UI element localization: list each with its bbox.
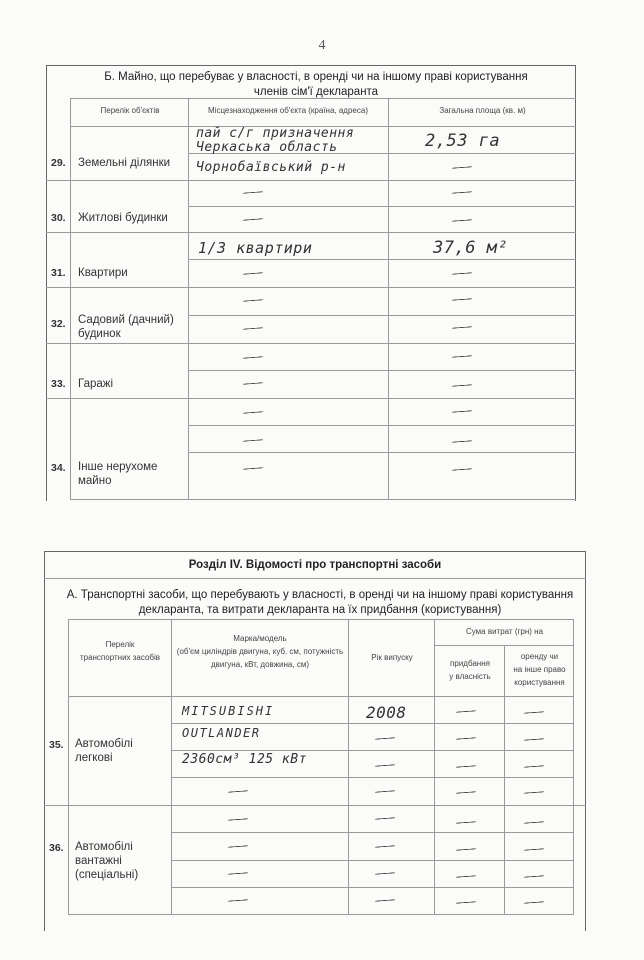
- section-iv-subtitle: А. Транспортні засоби, що перебувають у власності, в оренді чи на іншому праві користування: [66, 589, 574, 601]
- section-iv-subtitle-line2: декларанта, та витрати декларанта на їх придбання (користування): [138, 604, 502, 616]
- dash: [452, 468, 472, 470]
- dash: [243, 439, 263, 441]
- dash: [524, 875, 544, 877]
- col-area-header: Загальна площа (кв. м): [439, 106, 526, 115]
- dash: [524, 848, 544, 850]
- row-35-year: 2008: [366, 703, 407, 722]
- col-objects-header: Перелік об'єктів: [100, 106, 160, 115]
- row-32-number: 32.: [51, 318, 66, 330]
- dash: [243, 218, 263, 220]
- dash: [243, 382, 263, 384]
- dash: [243, 356, 263, 358]
- row-30-label: Житлові будинки: [78, 212, 168, 224]
- col-list-header: Перелік: [105, 640, 135, 649]
- row-29-area: 2,53 га: [425, 131, 501, 151]
- row-34-label-line2: майно: [78, 475, 112, 487]
- dash: [452, 191, 472, 193]
- row-33-number: 33.: [51, 378, 66, 390]
- row-32-label-line2: будинок: [78, 328, 121, 340]
- dash: [228, 845, 248, 847]
- row-35-label: [75, 737, 133, 765]
- dash: [524, 791, 544, 793]
- row-31-area: 37,6 м²: [433, 238, 509, 258]
- row-36-number: 36.: [49, 842, 64, 854]
- dash: [452, 272, 472, 274]
- col-rent-header: оренду чи: [520, 652, 559, 661]
- row-34-label: [78, 460, 157, 488]
- col-buy-header-line2: у власність: [449, 672, 491, 681]
- dash: [375, 764, 395, 766]
- col-location-header: Місцезнаходження об'єкта (країна, адреса): [208, 106, 368, 115]
- dash: [375, 790, 395, 792]
- dash: [228, 818, 248, 820]
- col-buy-header: придбання: [450, 659, 490, 668]
- row-29-label: Земельні ділянки: [78, 157, 171, 169]
- dash: [524, 901, 544, 903]
- dash: [456, 791, 476, 793]
- dash: [456, 710, 476, 712]
- dash: [228, 899, 248, 901]
- dash: [243, 411, 263, 413]
- col-list-header-line2: транспортних засобів: [79, 653, 161, 662]
- row-29-number: 29.: [51, 157, 66, 169]
- dash: [452, 298, 472, 300]
- page-number: 4: [318, 38, 326, 53]
- row-32-label-line1: Садовий (дачний): [78, 314, 174, 326]
- row-35-model-3: 2360см³ 125 кВт: [182, 752, 307, 767]
- dash: [243, 299, 263, 301]
- row-36-label-line3: (спеціальні): [75, 869, 139, 881]
- dash: [524, 711, 544, 713]
- row-35-label-line2: легкові: [75, 752, 113, 764]
- row-35-model-1: MITSUBISHI: [182, 704, 275, 718]
- dash: [456, 875, 476, 877]
- row-34-label-line1: Інше нерухоме: [78, 461, 158, 473]
- col-model-header-line2: (об'єм циліндрів двигуна, куб. см, потужність: [176, 647, 344, 656]
- row-31-label: Квартири: [78, 267, 128, 279]
- dash: [456, 737, 476, 739]
- section-b-title-line2: членів сім'ї декларанта: [253, 86, 379, 98]
- row-36-label: [75, 840, 138, 882]
- section-iv-title: Розділ IV. Відомості про транспортні засоби: [188, 559, 442, 571]
- dash: [375, 817, 395, 819]
- row-33-label: Гаражі: [78, 378, 114, 390]
- row-29-location-2: Черкаська область: [196, 140, 338, 155]
- dash: [243, 191, 263, 193]
- row-32-label: [78, 313, 174, 341]
- row-29-area-dash: [452, 166, 472, 168]
- dash: [452, 219, 472, 221]
- dash: [228, 872, 248, 874]
- col-rent-header-line2: на інше право: [513, 665, 566, 674]
- col-model-header-line3: двигуна, кВт, довжина, см): [211, 660, 309, 669]
- dash: [228, 790, 248, 792]
- dash: [524, 821, 544, 823]
- dash: [456, 848, 476, 850]
- dash: [456, 901, 476, 903]
- dash: [243, 327, 263, 329]
- col-model-header: Марка/модель: [233, 634, 287, 643]
- dash: [375, 845, 395, 847]
- dash: [452, 355, 472, 357]
- row-30-number: 30.: [51, 212, 66, 224]
- col-sum-header: Сума витрат (грн) на: [465, 627, 544, 636]
- dash: [452, 326, 472, 328]
- row-31-number: 31.: [51, 267, 66, 279]
- row-35-number: 35.: [49, 739, 64, 751]
- row-35-label-line1: Автомобілі: [75, 738, 133, 750]
- dash: [452, 440, 472, 442]
- dash: [456, 765, 476, 767]
- dash: [375, 872, 395, 874]
- dash: [243, 467, 263, 469]
- dash: [243, 272, 263, 274]
- dash: [524, 738, 544, 740]
- dash: [452, 384, 472, 386]
- row-29-location-3: Чорнобаївський р-н: [196, 160, 346, 175]
- dash: [452, 410, 472, 412]
- row-34-number: 34.: [51, 462, 66, 474]
- col-rent-header-line3: користування: [514, 678, 565, 687]
- dash: [375, 737, 395, 739]
- row-35-model-2: OUTLANDER: [182, 726, 261, 740]
- section-b-title: Б. Майно, що перебуває у власності, в оренді чи на іншому праві користування: [104, 71, 528, 83]
- dash: [375, 899, 395, 901]
- col-year-header: Рік випуску: [371, 653, 413, 662]
- row-31-location: 1/3 квартири: [198, 239, 313, 257]
- dash: [524, 765, 544, 767]
- row-36-label-line1: Автомобілі: [75, 841, 133, 853]
- row-36-label-line2: вантажні: [75, 855, 122, 867]
- row-29-location-1: пай с/г призначення: [196, 126, 355, 141]
- dash: [456, 821, 476, 823]
